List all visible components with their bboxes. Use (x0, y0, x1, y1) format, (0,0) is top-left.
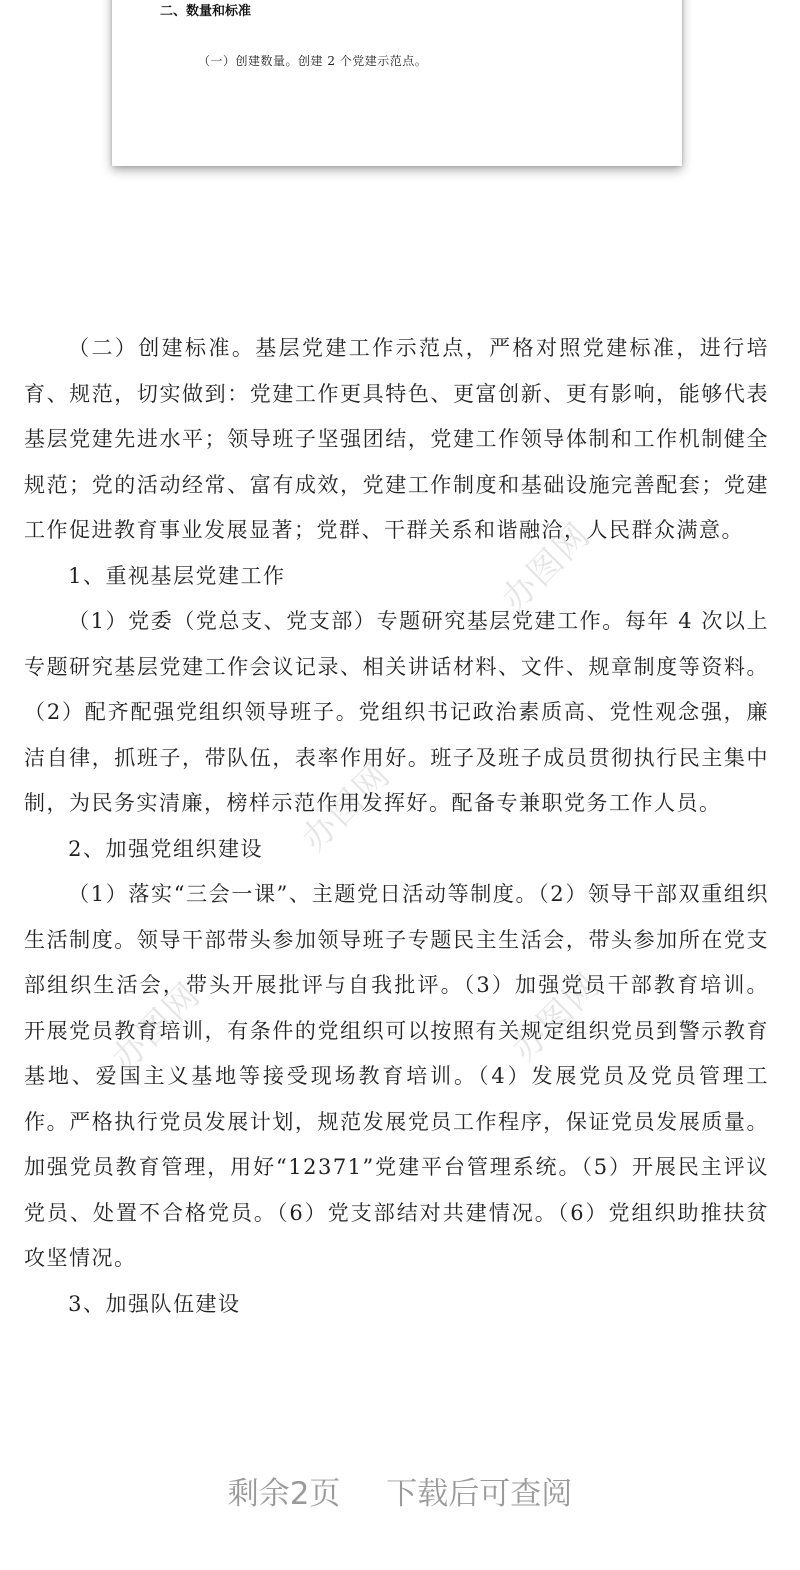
document-preview-card (112, 0, 682, 166)
watermark: 办图网 (294, 754, 399, 860)
subsection-heading-1: 1、重视基层党建工作 (68, 563, 286, 588)
paragraph-subsection-2: （1）落实“三会一课”、主题党日活动等制度。（2）领导干部双重组织生活制度。领导干部带头参加领导班子专题民主生活会，带头参加所在党支部组织生活会，带头开展批评与自我批评。（3）加强党员干部教育培训。开展党员教育培训，有条件的党组织可以按照有关规定组织党员到警示教育基地、爱国主义基地等接受现场教育培训。（4）发展党员及党员管理工作。严格执行党员发展计划，规范发展党员工作程序，保证党员发展质量。加强党员教育管理，用好“12371”党建平台管理系统。（5）开展民主评议党员、处置不合格党员。（6）党支部结对共建情况。（6）党组织助推扶贫攻坚情况。 (24, 882, 769, 1270)
section-heading: 二、数量和标准 (160, 4, 252, 19)
subsection-heading-2: 2、加强党组织建设 (68, 836, 263, 861)
subsection-heading-3: 3、加强队伍建设 (68, 1291, 241, 1316)
download-prompt[interactable] (0, 1468, 800, 1513)
document-body (24, 326, 769, 1327)
watermark: 办图网 (504, 964, 609, 1070)
download-to-view-link[interactable]: 下载后可查阅 (386, 1476, 573, 1512)
watermark: 办图网 (104, 974, 209, 1080)
section-subitem: （一）创建数量。创建 2 个党建示范点。 (198, 54, 428, 68)
watermark: 办图网 (494, 514, 599, 620)
paragraph-subsection-1: （1）党委（党总支、党支部）专题研究基层党建工作。每年 4 次以上专题研究基层党建工作会议记录、相关讲话材料、文件、规章制度等资料。（2）配齐配强党组织领导班子。党组织书记政治素质高、党性观念强，廉洁自律，抓班子，带队伍，表率作用好。班子及班子成员贯彻执行民主集中制，为民务实清廉，榜样示范作用发挥好。配备专兼职党务工作人员。 (24, 609, 769, 815)
remaining-pages-label: 剩余2页 (227, 1476, 341, 1512)
paragraph-creation-standard: （二）创建标准。基层党建工作示范点，严格对照党建标准，进行培育、规范，切实做到：党建工作更具特色、更富创新、更有影响，能够代表基层党建先进水平；领导班子坚强团结，党建工作领导体制和工作机制健全规范；党的活动经常、富有成效，党建工作制度和基础设施完善配套；党建工作促进教育事业发展显著；党群、干群关系和谐融洽，人民群众满意。 (24, 336, 769, 542)
